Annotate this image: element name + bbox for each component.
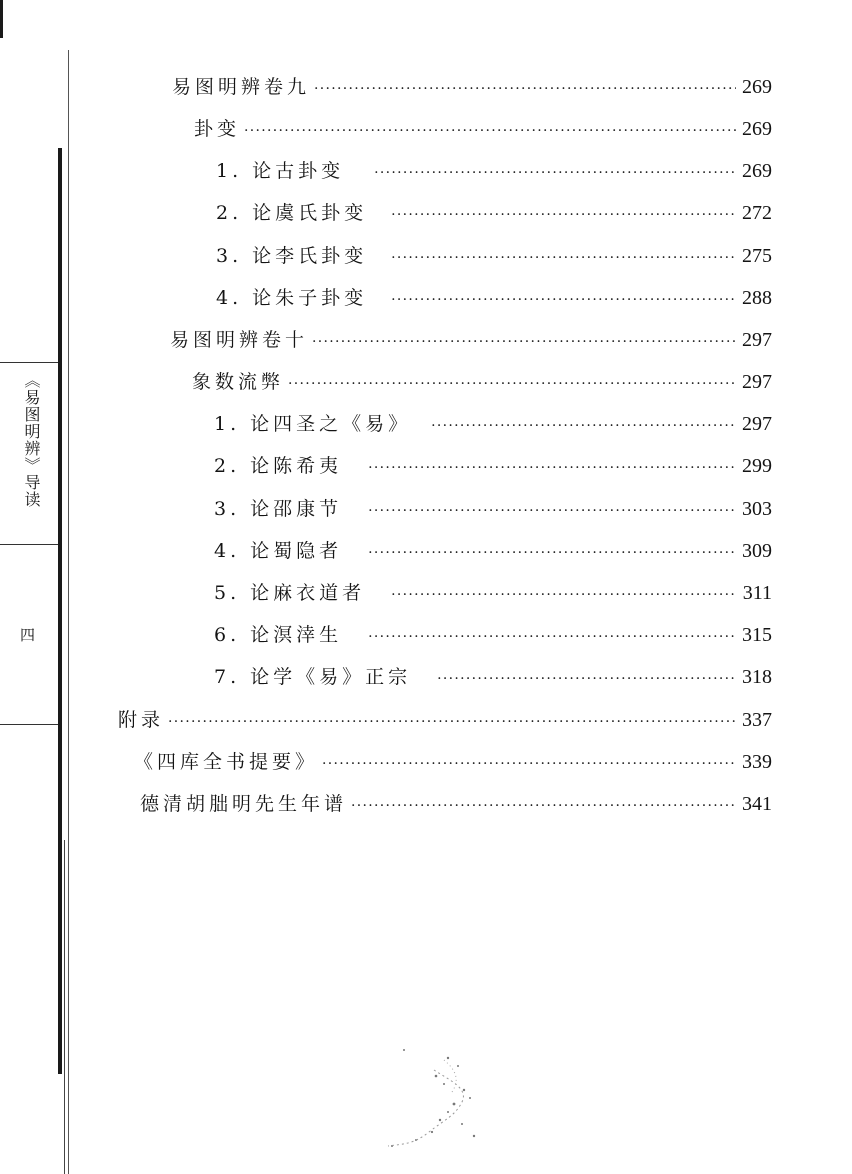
toc-entry-page: 269	[742, 76, 772, 98]
toc-entry[interactable]	[118, 705, 772, 731]
leader-dots	[288, 376, 736, 392]
toc-entry[interactable]	[214, 662, 772, 688]
leader-dots	[368, 503, 736, 519]
toc-entry-page: 269	[742, 160, 772, 182]
margin-rule	[68, 50, 69, 1174]
toc-entry-label: 4. 论朱子卦变	[216, 287, 368, 309]
toc-entry[interactable]	[214, 578, 772, 604]
leader-dots	[391, 207, 736, 223]
toc-entry-page: 269	[742, 118, 772, 140]
leader-dots	[431, 418, 736, 434]
toc-entry-page: 275	[742, 245, 772, 267]
toc-entry-page: 297	[742, 413, 772, 435]
toc-entry-label: 1. 论四圣之《易》	[214, 413, 412, 435]
toc-entry[interactable]	[140, 789, 772, 815]
toc-entry-label: 3. 论李氏卦变	[216, 245, 368, 267]
toc-entry[interactable]	[214, 494, 772, 520]
toc-entry-label: 2. 论陈希夷	[214, 455, 343, 477]
toc-entry-page: 288	[742, 287, 772, 309]
toc-entry-page: 311	[742, 582, 772, 604]
toc-entry-label: 易图明辨卷十	[170, 329, 309, 351]
toc-entry[interactable]	[216, 283, 772, 309]
leader-dots	[391, 292, 736, 308]
leader-dots	[168, 714, 736, 730]
toc-entry[interactable]	[194, 114, 772, 140]
toc-entry[interactable]	[216, 156, 772, 182]
sidebar-divider	[0, 362, 58, 363]
leader-dots	[351, 798, 736, 814]
toc-entry-page: 297	[742, 371, 772, 393]
toc-entry-label: 象数流弊	[192, 371, 285, 393]
toc-entry-label: 6. 论溟涬生	[214, 624, 343, 646]
sidebar-divider	[0, 544, 58, 545]
leader-dots	[322, 756, 736, 772]
toc-entry-label: 德清胡朏明先生年谱	[140, 793, 348, 815]
leader-dots	[368, 629, 736, 645]
toc-entry-page: 339	[742, 751, 772, 773]
top-edge-mark	[0, 0, 3, 38]
toc-entry-page: 303	[742, 498, 772, 520]
leader-dots	[391, 587, 737, 603]
toc-entry-label: 3. 论邵康节	[214, 498, 343, 520]
toc-entry[interactable]	[214, 409, 772, 435]
toc-entry[interactable]	[214, 451, 772, 477]
sidebar-divider	[0, 724, 58, 725]
toc-entry[interactable]	[214, 620, 772, 646]
toc-entry[interactable]	[216, 241, 772, 267]
binding-rule	[58, 148, 62, 1074]
leader-dots	[314, 81, 736, 97]
toc-entry-page: 315	[742, 624, 772, 646]
leader-dots	[437, 671, 736, 687]
toc-entry-label: 附录	[118, 709, 165, 731]
toc-entry-page: 318	[742, 666, 772, 688]
toc-entry[interactable]	[216, 198, 772, 224]
running-title: 《易图明辨》导读	[22, 372, 41, 508]
leader-dots	[368, 460, 736, 476]
toc-entry[interactable]	[172, 72, 772, 98]
toc-entry-label: 易图明辨卷九	[172, 76, 311, 98]
toc-entry-label: 2. 论虞氏卦变	[216, 202, 368, 224]
toc-entry-label: 1. 论古卦变	[216, 160, 345, 182]
toc-entry-page: 299	[742, 455, 772, 477]
toc-entry[interactable]	[214, 536, 772, 562]
toc-entry-label: 4. 论蜀隐者	[214, 540, 343, 562]
toc-entry-page: 272	[742, 202, 772, 224]
sidebar-page-mark: 四	[20, 626, 36, 644]
toc-entry[interactable]	[170, 325, 772, 351]
toc-entry[interactable]	[134, 747, 772, 773]
toc-entry-label: 7. 论学《易》正宗	[214, 666, 412, 688]
toc-entry[interactable]	[192, 367, 772, 393]
leader-dots	[374, 165, 736, 181]
lower-margin-rule	[64, 840, 65, 1174]
leader-dots	[391, 250, 736, 266]
toc-entry-label: 5. 论麻衣道者	[214, 582, 366, 604]
toc-entry-page: 297	[742, 329, 772, 351]
decorative-ornament	[374, 1040, 504, 1160]
leader-dots	[244, 123, 736, 139]
toc-entry-page: 341	[742, 793, 772, 815]
toc-entry-label: 卦变	[194, 118, 241, 140]
toc-entry-page: 337	[742, 709, 772, 731]
leader-dots	[368, 545, 736, 561]
toc-entry-page: 309	[742, 540, 772, 562]
toc-entry-label: 《四库全书提要》	[134, 751, 319, 773]
leader-dots	[312, 334, 736, 350]
